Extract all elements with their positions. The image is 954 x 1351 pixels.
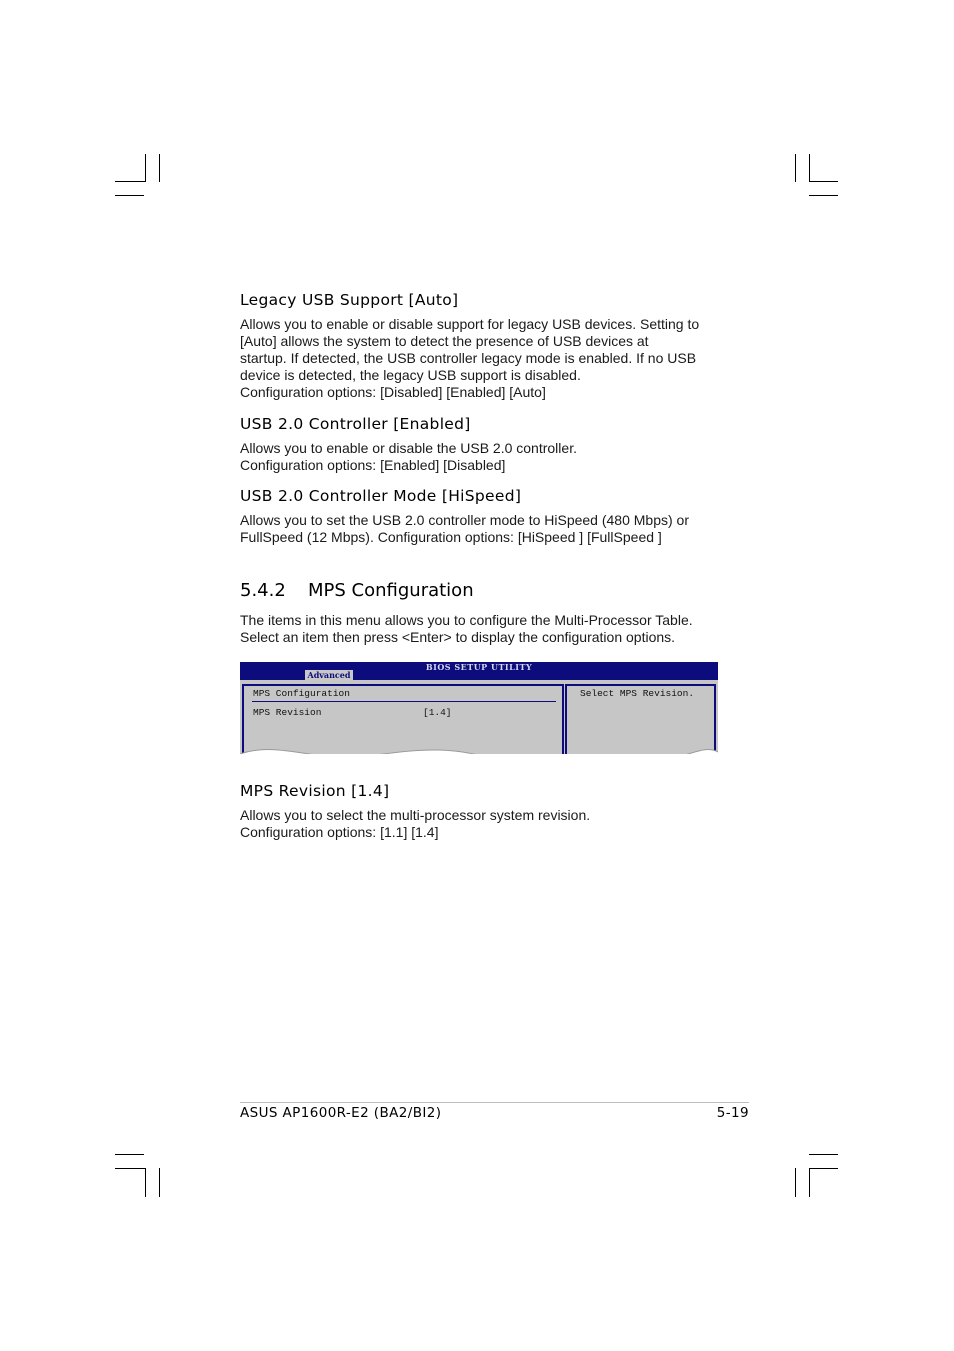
crop-mark (809, 1168, 838, 1169)
crop-mark (115, 1154, 144, 1155)
crop-mark (115, 181, 146, 182)
section-heading-legacy-usb: Legacy USB Support [Auto] (240, 291, 459, 309)
bios-separator (252, 701, 556, 702)
footer-rule (240, 1102, 749, 1103)
body-line: The items in this menu allows you to configure the Multi-Processor Table. (240, 612, 693, 628)
bios-item-value[interactable]: [1.4] (423, 707, 452, 718)
body-line: Allows you to enable or disable support for legacy USB devices. Setting to (240, 316, 700, 332)
crop-mark (115, 1168, 146, 1169)
bios-screenshot (240, 662, 718, 754)
crop-mark (795, 1168, 796, 1197)
crop-mark (809, 195, 838, 196)
crop-mark (809, 154, 810, 182)
crop-mark (809, 1154, 838, 1155)
section-number: 5.4.2 (240, 580, 286, 601)
crop-mark (809, 181, 838, 182)
section-title-mps-configuration (240, 580, 474, 601)
body-line: Allows you to enable or disable the USB 2.0 controller. (240, 440, 577, 456)
section-body-usb-controller (240, 440, 720, 474)
body-line: [Auto] allows the system to detect the presence of USB devices at (240, 333, 649, 349)
bios-title-bar (240, 662, 718, 680)
crop-mark (115, 195, 144, 196)
crop-mark (159, 1168, 160, 1197)
bios-item-label[interactable]: MPS Revision (253, 707, 322, 718)
section-title: MPS Configuration (308, 580, 474, 601)
crop-mark (145, 154, 146, 182)
crop-mark (145, 1168, 146, 1197)
body-line: Allows you to select the multi-processor system revision. (240, 807, 591, 823)
section-body-legacy-usb (240, 316, 720, 401)
torn-edge (240, 728, 718, 754)
body-line: device is detected, the legacy USB support is disabled. (240, 367, 581, 383)
body-line: Configuration options: [Enabled] [Disabled] (240, 457, 506, 473)
section-heading-usb-controller: USB 2.0 Controller [Enabled] (240, 415, 471, 433)
section-body-usb-controller-mode (240, 512, 720, 546)
bios-title: BIOS SETUP UTILITY (425, 662, 533, 672)
crop-mark (809, 1168, 810, 1197)
body-line: Select an item then press <Enter> to display the configuration options. (240, 629, 676, 645)
footer-page-number: 5-19 (716, 1105, 749, 1121)
crop-mark (795, 154, 796, 182)
body-line: Configuration options: [1.1] [1.4] (240, 824, 439, 840)
footer-product-name: ASUS AP1600R-E2 (BA2/BI2) (240, 1105, 442, 1121)
crop-mark (159, 154, 160, 182)
bios-body (240, 680, 718, 754)
section-body-mps-revision (240, 807, 720, 841)
bios-panel-title: MPS Configuration (253, 688, 350, 699)
bios-tab-advanced[interactable]: Advanced (305, 670, 353, 680)
body-line: startup. If detected, the USB controller legacy mode is enabled. If no USB (240, 350, 697, 366)
body-line: FullSpeed (12 Mbps). Configuration options: [HiSpeed ] [FullSpeed ] (240, 529, 662, 545)
section-heading-usb-controller-mode: USB 2.0 Controller Mode [HiSpeed] (240, 487, 522, 505)
body-line: Allows you to set the USB 2.0 controller mode to HiSpeed (480 Mbps) or (240, 512, 689, 528)
section-heading-mps-revision: MPS Revision [1.4] (240, 782, 390, 800)
body-line: Configuration options: [Disabled] [Enabled] [Auto] (240, 384, 546, 400)
section-body-mps (240, 612, 720, 646)
bios-help-text: Select MPS Revision. (580, 688, 695, 699)
